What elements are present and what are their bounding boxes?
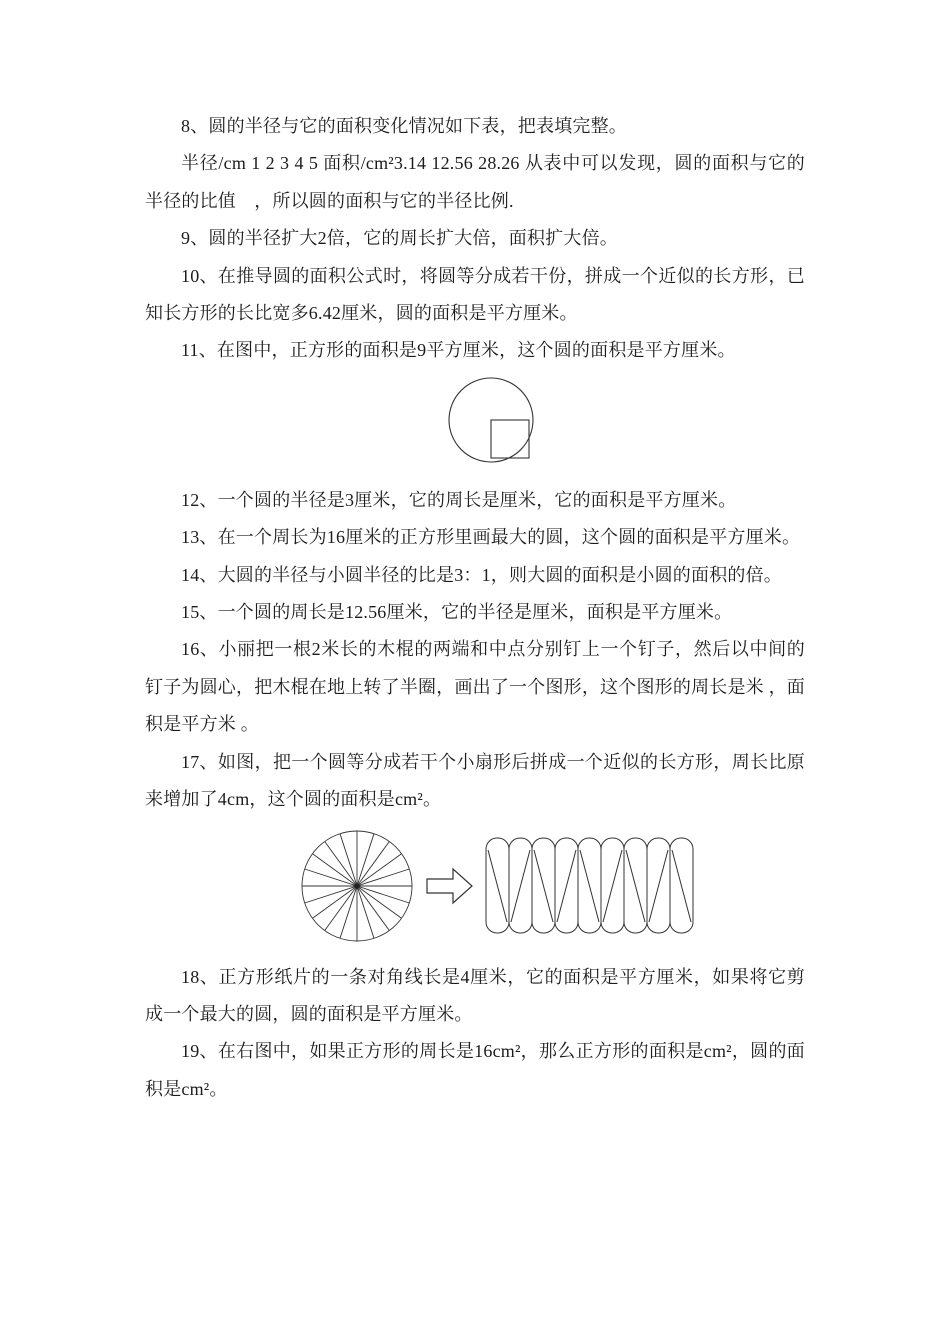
question-15: 15、一个圆的周长是12.56厘米，它的半径是厘米，面积是平方厘米。 <box>181 602 733 623</box>
question-10: 10、在推导圆的面积公式时，将圆等分成若干份，拼成一个近似的长方形，已知长方形的长比宽多6.42厘米，圆的面积是平方厘米。 <box>145 265 805 324</box>
question-12: 12、一个圆的半径是3厘米，它的周长是厘米，它的面积是平方厘米。 <box>181 489 737 510</box>
figure-circle-with-square <box>163 376 823 468</box>
question-13: 13、在一个周长为16厘米的正方形里画最大的圆，这个圆的面积是平方厘米。 <box>181 527 801 548</box>
question-11: 11、在图中，正方形的面积是9平方厘米，这个圆的面积是平方厘米。 <box>181 340 736 361</box>
right-arrow-icon <box>426 867 474 905</box>
figure-sector-rearrangement <box>167 829 827 943</box>
question-16: 16、小丽把一根2米长的木棍的两端和中点分别钉上一个钉子，然后以中间的钉子为圆心，把木棍在地上转了半圈，画出了一个图形，这个图形的周长是米 ，面积是平方米 。 <box>145 639 805 735</box>
sector-circle-center-dot <box>354 883 359 888</box>
corner-square-shape <box>491 420 529 458</box>
sectors-rectangle-figure <box>485 837 695 935</box>
question-9: 9、圆的半径扩大2倍，它的周长扩大倍，面积扩大倍。 <box>181 228 618 249</box>
question-8-table-line: 半径/cm 1 2 3 4 5 面积/cm²3.14 12.56 28.26 从表中可以发现，圆的面积与它的半径的比值 ，所以圆的面积与它的半径比例. <box>145 153 805 211</box>
circle-with-corner-square-figure <box>445 376 541 468</box>
question-18: 18、正方形纸片的一条对角线长是4厘米，它的面积是平方厘米，如果将它剪成一个最大的圆，圆的面积是平方厘米。 <box>145 966 805 1024</box>
sector-circle-figure <box>300 829 415 943</box>
question-19: 19、在右图中，如果正方形的周长是16cm²，那么正方形的面积是cm²，圆的面积是cm²。 <box>145 1041 805 1099</box>
question-14: 14、大圆的半径与小圆半径的比是3：1，则大圆的面积是小圆的面积的倍。 <box>181 564 782 585</box>
question-17: 17、如图，把一个圆等分成若干个小扇形后拼成一个近似的长方形，周长比原来增加了4cm，这个圆的面积是cm²。 <box>145 751 805 810</box>
question-8: 8、圆的半径与它的面积变化情况如下表，把表填完整。 <box>181 116 627 136</box>
arrow-outline <box>427 869 472 903</box>
